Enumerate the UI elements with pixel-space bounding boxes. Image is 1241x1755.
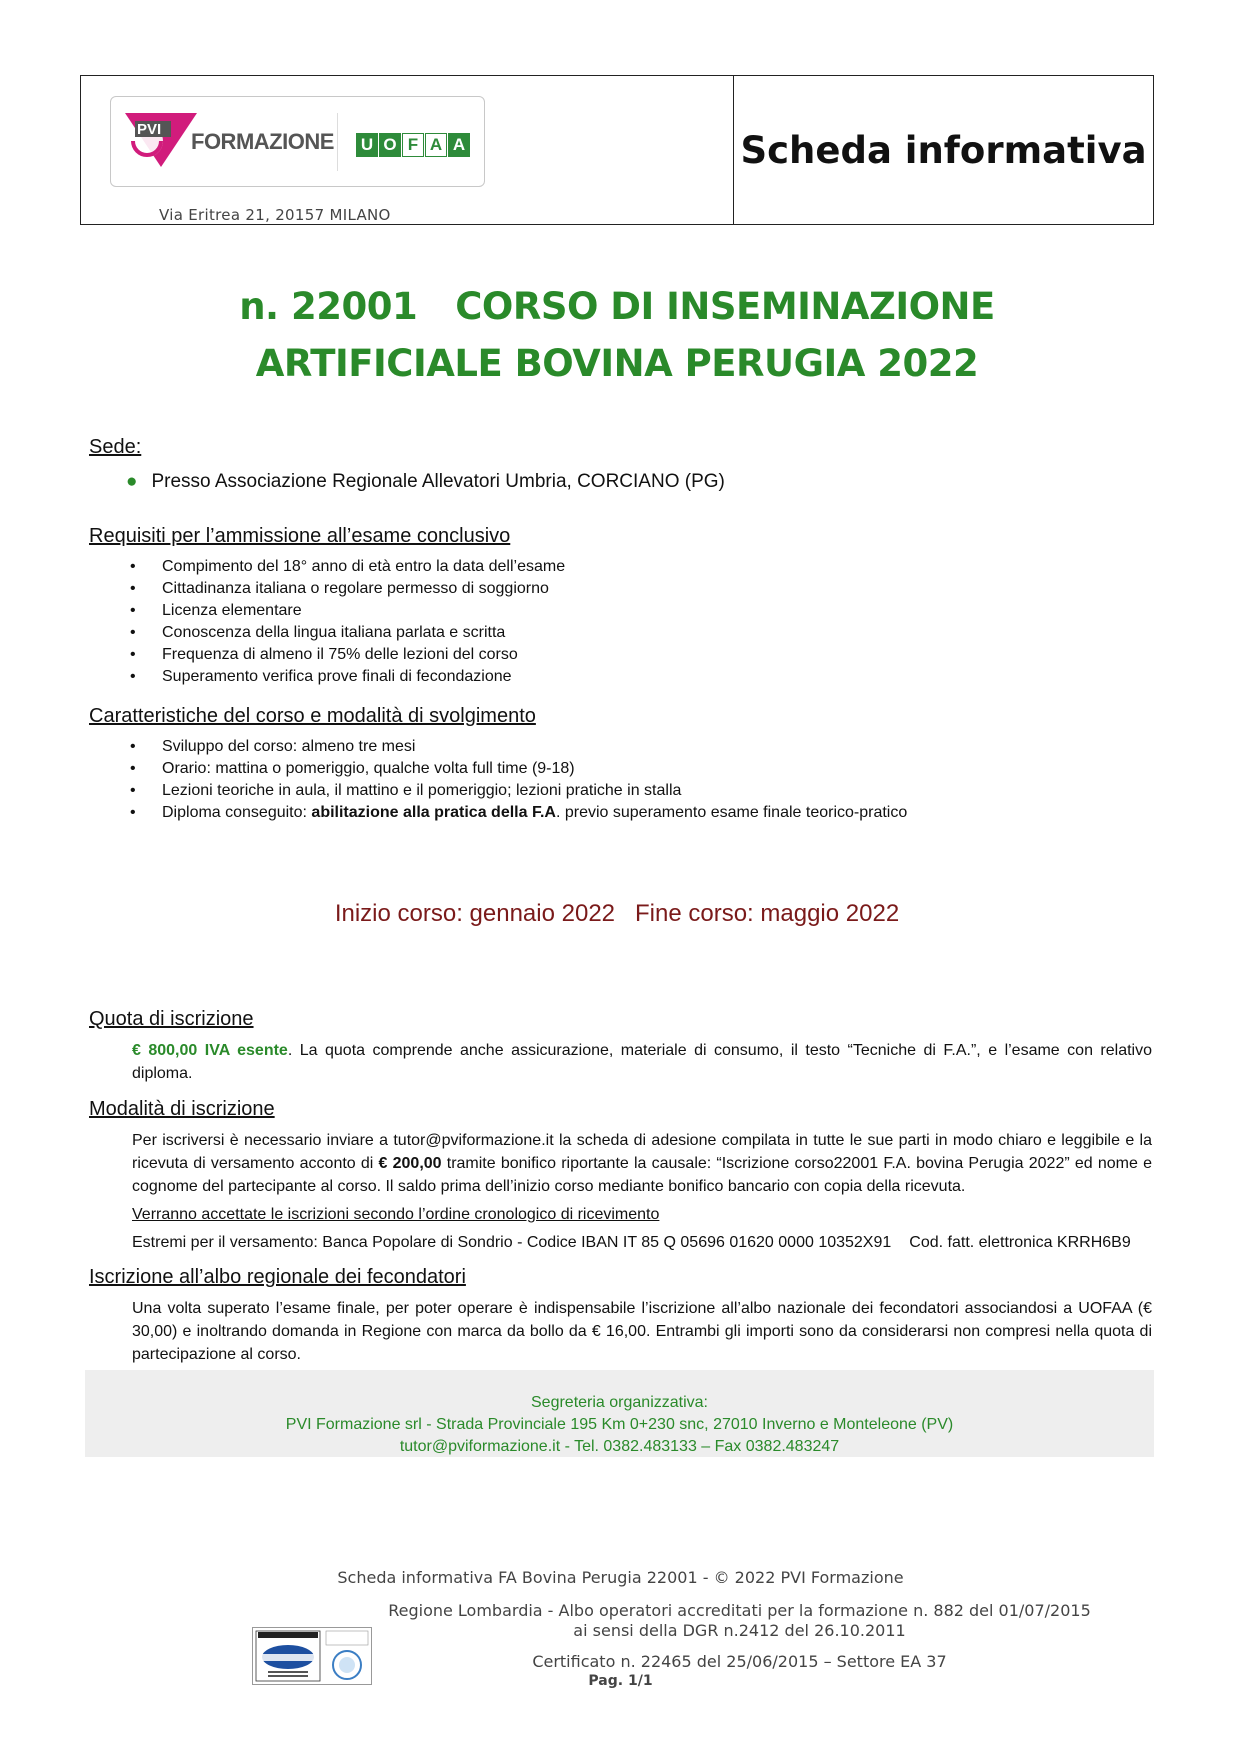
caratteristiche-heading: Caratteristiche del corso e modalità di svolgimento bbox=[89, 705, 536, 727]
page-number: Pag. 1/1 bbox=[588, 1673, 653, 1689]
list-item: • Frequenza di almeno il 75% delle lezioni del corso bbox=[130, 644, 565, 666]
footer-accreditation: Regione Lombardia - Albo operatori accreditati per la formazione n. 882 del 01/07/2015 bbox=[388, 1601, 1091, 1620]
course-title bbox=[80, 278, 1154, 392]
modalita-heading: Modalità di iscrizione bbox=[89, 1098, 275, 1120]
uofaa-letter: A bbox=[448, 133, 470, 157]
diploma-bold: abilitazione alla pratica della F.A bbox=[311, 804, 556, 821]
uofaa-letter: A bbox=[425, 133, 447, 157]
logo-box bbox=[110, 96, 485, 187]
list-item: • Superamento verifica prove finali di fecondazione bbox=[130, 666, 565, 688]
address: Via Eritrea 21, 20157 MILANO bbox=[159, 206, 391, 224]
list-item: • Licenza elementare bbox=[130, 600, 565, 622]
end-date: Fine corso: maggio 2022 bbox=[635, 900, 900, 927]
quota-price: € 800,00 IVA esente bbox=[132, 1042, 288, 1059]
caratteristiche-list bbox=[130, 736, 907, 824]
quota-text bbox=[132, 1039, 1152, 1085]
modalita-text-part2: tramite bonifico riportante la causale: “Iscrizione corso22001 F.A. bovina Perugia 2022” ed nome e cognome del partecipante al corso. Il saldo prima dell’inizio corso mediante bonifico bancario con copia della ricevuta. bbox=[132, 1155, 1152, 1195]
uofaa-letter: U bbox=[356, 133, 378, 157]
logo-divider bbox=[337, 113, 338, 171]
footer-copyright: Scheda informativa FA Bovina Perugia 22001 - © 2022 PVI Formazione bbox=[337, 1568, 904, 1587]
sede-text: Presso Associazione Regionale Allevatori Umbria, CORCIANO (PG) bbox=[151, 471, 725, 492]
quota-description: . La quota comprende anche assicurazione, materiale di consumo, il testo “Tecniche di F.A.”, e l’esame con relativo diploma. bbox=[132, 1042, 1153, 1082]
requisiti-list bbox=[130, 556, 565, 688]
list-item: • Lezioni teoriche in aula, il mattino e il pomeriggio; lezioni pratiche in stalla bbox=[130, 780, 907, 802]
albo-text: Una volta superato l’esame finale, per poter operare è indispensabile l’iscrizione all’albo nazionale dei fecondatori associandosi a UOFAA (€ 30,00) e inoltrando domanda in Regione con marca da bollo da € 16,00. Entrambi gli importi sono da considerarsi non compresi nella quota di partecipazione al corso. bbox=[132, 1300, 1152, 1363]
payment-details: Estremi per il versamento: Banca Popolare di Sondrio - Codice IBAN IT 85 Q 05696 01620 0000 10352X91 bbox=[132, 1234, 892, 1251]
modalita-text bbox=[132, 1129, 1152, 1198]
quota-heading: Quota di iscrizione bbox=[89, 1008, 254, 1030]
invoice-code: Cod. fatt. elettronica KRRH6B9 bbox=[909, 1234, 1131, 1251]
course-title-line1: CORSO DI INSEMINAZIONE bbox=[455, 285, 995, 328]
list-item: • Orario: mattina o pomeriggio, qualche volta full time (9-18) bbox=[130, 758, 907, 780]
footer-dgr: ai sensi della DGR n.2412 del 26.10.2011 bbox=[573, 1621, 906, 1640]
uofaa-logo bbox=[356, 133, 471, 157]
segreteria-address: PVI Formazione srl - Strada Provinciale 195 Km 0+230 snc, 27010 Inverno e Monteleone (PV) bbox=[285, 1416, 954, 1433]
diploma-prefix: Diploma conseguito: bbox=[162, 804, 312, 821]
list-item: • Sviluppo del corso: almeno tre mesi bbox=[130, 736, 907, 758]
uofaa-letter: F bbox=[402, 133, 424, 157]
order-note: Verranno accettate le iscrizioni secondo l’ordine cronologico di ricevimento bbox=[132, 1206, 660, 1223]
list-item: • Cittadinanza italiana o regolare permesso di soggiorno bbox=[130, 578, 565, 600]
course-title-line2: ARTIFICIALE BOVINA PERUGIA 2022 bbox=[255, 342, 979, 385]
course-number: n. 22001 bbox=[239, 285, 418, 328]
list-item: • Compimento del 18° anno di età entro la data dell’esame bbox=[130, 556, 565, 578]
course-dates bbox=[80, 900, 1154, 928]
modalita-text-part1: Per iscriversi è necessario inviare a tutor@pviformazione.it la scheda di adesione compilata in tutte le sue parti in modo chiaro e leggibile e la ricevuta di versamento acconto di bbox=[132, 1132, 1152, 1172]
pvi-logo-icon bbox=[125, 111, 197, 169]
sede-heading: Sede: bbox=[89, 436, 142, 458]
certification-logo-icon bbox=[252, 1627, 372, 1685]
albo-heading: Iscrizione all’albo regionale dei fecondatori bbox=[89, 1266, 466, 1288]
segreteria-contacts: tutor@pviformazione.it - Tel. 0382.483133 – Fax 0382.483247 bbox=[399, 1438, 840, 1455]
payment-info bbox=[132, 1231, 1152, 1254]
document-title: Scheda informativa bbox=[740, 128, 1147, 172]
footer-certificate: Certificato n. 22465 del 25/06/2015 – Settore EA 37 bbox=[532, 1652, 947, 1671]
header-left-cell bbox=[81, 76, 734, 224]
deposit-amount: € 200,00 bbox=[378, 1155, 442, 1172]
requisiti-heading: Requisiti per l’ammissione all’esame conclusivo bbox=[89, 525, 511, 547]
logo-pvi-text: PVI bbox=[137, 121, 162, 138]
bullet-icon: ● bbox=[126, 471, 138, 492]
start-date: Inizio corso: gennaio 2022 bbox=[334, 900, 616, 927]
list-item bbox=[130, 802, 907, 824]
segreteria-box bbox=[85, 1370, 1154, 1457]
logo-formazione-text: FORMAZIONE bbox=[191, 129, 334, 154]
uofaa-letter: O bbox=[379, 133, 401, 157]
list-item: • Conoscenza della lingua italiana parlata e scritta bbox=[130, 622, 565, 644]
segreteria-title: Segreteria organizzativa: bbox=[531, 1394, 708, 1411]
sede-item bbox=[126, 471, 725, 493]
diploma-suffix: . previo superamento esame finale teorico-pratico bbox=[555, 804, 908, 821]
header-table bbox=[80, 75, 1154, 225]
